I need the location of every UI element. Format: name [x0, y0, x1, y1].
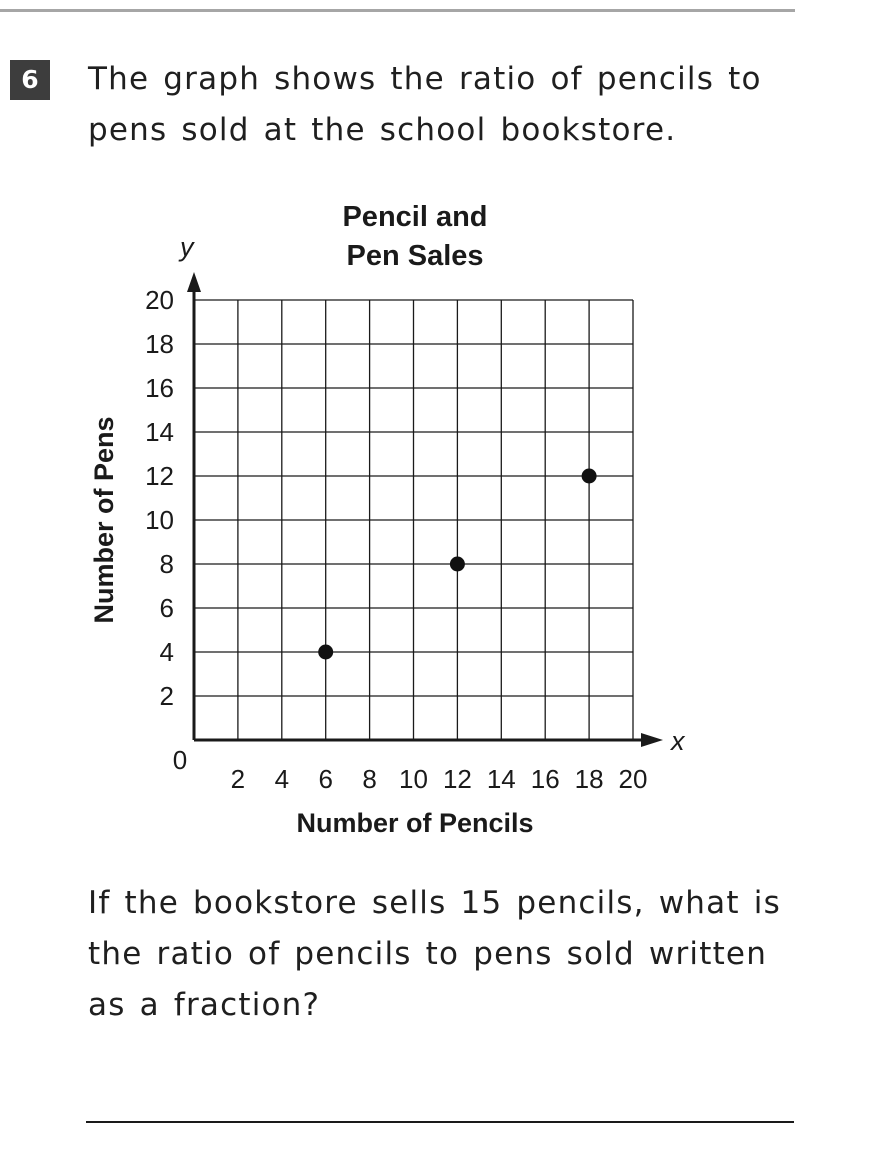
y-tick-label: 12	[145, 461, 174, 491]
data-point	[450, 557, 465, 572]
y-tick-label: 20	[145, 285, 174, 315]
x-tick-label: 14	[486, 764, 516, 794]
tick-labels	[145, 285, 647, 794]
prompt-line: The graph shows the ratio of pencils to	[88, 61, 762, 97]
question-number-badge: 6	[10, 60, 50, 100]
question-prompt	[88, 54, 808, 156]
x-tick-label: 10	[399, 764, 428, 794]
grid	[194, 300, 633, 740]
question-line: the ratio of pencils to pens sold written	[88, 936, 768, 972]
x-axis-arrow	[641, 733, 663, 747]
x-tick-label: 12	[442, 764, 472, 794]
question-text	[88, 878, 808, 1031]
prompt-line: pens sold at the school bookstore.	[88, 112, 677, 148]
x-axis-letter: x	[671, 726, 685, 756]
top-divider	[0, 9, 795, 12]
y-tick-label: 6	[159, 593, 174, 623]
y-tick-label: 18	[145, 329, 174, 359]
x-tick-label: 20	[618, 764, 648, 794]
y-tick-label: 2	[159, 681, 174, 711]
answer-line	[86, 1121, 794, 1123]
question-line: as a fraction?	[88, 987, 321, 1023]
y-axis-label: Number of Pens	[89, 416, 119, 624]
y-tick-label: 16	[145, 373, 174, 403]
x-tick-label: 6	[318, 764, 333, 794]
y-tick-label: 14	[145, 417, 174, 447]
chart-title-line: Pen Sales	[346, 240, 484, 272]
chart-title-line: Pencil and	[342, 201, 488, 233]
x-tick-label: 2	[230, 764, 246, 794]
axes	[187, 272, 663, 747]
y-tick-label: 8	[159, 549, 174, 579]
x-axis-label: Number of Pencils	[296, 808, 534, 838]
y-tick-label: 4	[159, 637, 174, 667]
chart-title	[342, 201, 487, 272]
x-tick-label: 18	[574, 764, 604, 794]
question-line: If the bookstore sells 15 pencils, what is	[88, 885, 781, 921]
data-point	[582, 469, 597, 484]
y-axis-letter: y	[180, 232, 194, 262]
y-tick-label: 10	[145, 505, 174, 535]
origin-label: 0	[172, 745, 188, 775]
scatter-chart	[0, 190, 720, 850]
x-tick-label: 4	[274, 764, 290, 794]
x-tick-label: 8	[362, 764, 377, 794]
data-point	[318, 645, 333, 660]
y-axis-arrow	[187, 272, 201, 292]
x-tick-label: 16	[530, 764, 560, 794]
